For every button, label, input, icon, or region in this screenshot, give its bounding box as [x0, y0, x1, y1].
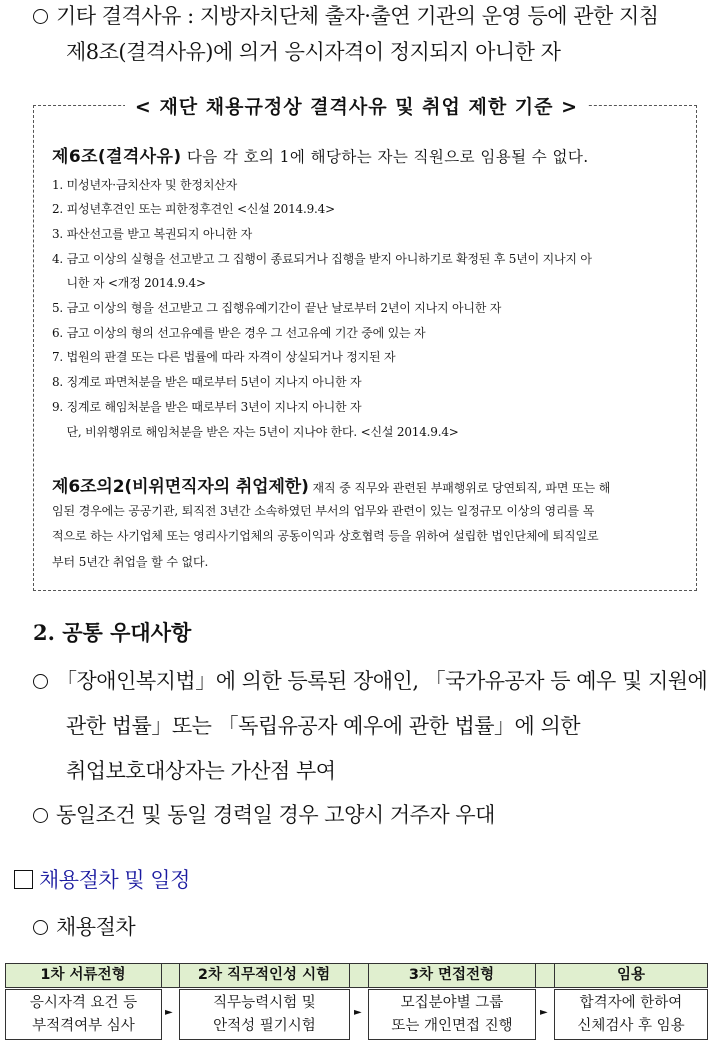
arrow-right-icon: ►: [540, 1007, 548, 1018]
circle-bullet-icon: [33, 9, 48, 24]
process-step-1-desc: 응시자격 요건 등 부적격여부 심사: [5, 989, 162, 1040]
section2-heading: 2. 공통 우대사항: [33, 620, 192, 645]
square-bullet-icon: [14, 870, 33, 889]
article6-heading-line: [52, 147, 589, 167]
process-step-4-title: 임용: [616, 967, 645, 983]
recruitment-heading: 채용절차 및 일정: [14, 866, 190, 894]
article6-item-8: 8. 징계로 파면처분을 받은 때로부터 5년이 지나지 아니한 자: [52, 375, 362, 389]
article6-item-5: 5. 금고 이상의 형을 선고받고 그 집행유예기간이 끝난 날로부터 2년이 지나지 아니한 자: [52, 301, 502, 315]
section2-bullet-1: 「장애인복지법」에 의한 등록된 장애인, 「국가유공자 등 예우 및 지원에: [33, 667, 707, 695]
article6-2-line-3: 적으로 하는 사기업체 또는 영리사기업체의 공동이익과 상호협력 등을 위하여 설립한 법인단체에 퇴직일로: [52, 529, 599, 543]
article6-2-line-4: 부터 5년간 취업을 할 수 없다.: [52, 555, 209, 569]
top-line-2: 제8조(결격사유)에 의거 응시자격이 정지되지 아니한 자: [66, 40, 561, 64]
circle-bullet-icon: [33, 808, 48, 823]
article6-heading: 제6조(결격사유): [52, 147, 182, 167]
article6-item-9-cont: 단, 비위행위로 해임처분을 받은 자는 5년이 지나야 한다. <신설 2014.9.4>: [52, 425, 459, 439]
process-subheading: 채용절차: [33, 913, 135, 941]
article6-item-6: 6. 금고 이상의 형의 선고유예를 받은 경우 그 선고유예 기간 중에 있는 자: [52, 326, 426, 340]
article6-item-2: 2. 피성년후견인 또는 피한정후견인 <신설 2014.9.4>: [52, 202, 335, 216]
section2-bullet-2: 동일조건 및 동일 경력일 경우 고양시 거주자 우대: [33, 801, 495, 829]
top-line-1: 기타 결격사유 : 지방자치단체 출자·출연 기관의 운영 등에 관한 지침: [56, 4, 659, 28]
article6-2-line-1: 제6조의2(비위면직자의 취업제한) 재직 중 직무와 관련된 부패행위로 당연퇴직, 파면 또는 해: [52, 477, 611, 497]
process-step-2-title: 2차 직무적인성 시험: [197, 967, 331, 983]
article6-2-heading: 제6조의2(비위면직자의 취업제한): [52, 477, 309, 497]
process-step-3-desc: 모집분야별 그룹 또는 개인면접 진행: [368, 989, 536, 1040]
circle-bullet-icon: [33, 920, 48, 935]
article6-item-3: 3. 파산선고를 받고 복권되지 아니한 자: [52, 227, 253, 241]
process-step-1-title: 1차 서류전형: [40, 967, 126, 983]
section2-bullet-1-line-3: 취업보호대상자는 가산점 부여: [66, 759, 336, 783]
article6-2-line-2: 임된 경우에는 공공기관, 퇴직전 3년간 소속하였던 부서의 업무와 관련이 있는 일정규모 이상의 영리를 목: [52, 504, 595, 518]
process-step-3-title: 3차 면접전형: [408, 967, 495, 983]
arrow-right-icon: ►: [354, 1007, 362, 1018]
process-table: [5, 963, 708, 1040]
section2-bullet-1-line-2: 관한 법률」또는 「독립유공자 예우에 관한 법률」에 의한: [66, 714, 581, 738]
top-bullet: [33, 2, 659, 30]
article6-item-7: 7. 법원의 판결 또는 다른 법률에 따라 자격이 상실되거나 정지된 자: [52, 350, 396, 364]
article6-item-1: 1. 미성년자·금치산자 및 한정치산자: [52, 178, 237, 192]
article6-intro: 다음 각 호의 1에 해당하는 자는 직원으로 임용될 수 없다.: [181, 148, 589, 166]
process-step-4-desc: 합격자에 한하여 신체검사 후 임용: [554, 989, 708, 1040]
article6-item-4-cont: 니한 자 <개정 2014.9.4>: [52, 276, 206, 290]
process-step-2-desc: 직무능력시험 및 안적성 필기시험: [179, 989, 350, 1040]
arrow-right-icon: ►: [165, 1007, 173, 1018]
article6-item-4: 4. 금고 이상의 실형을 선고받고 그 집행이 종료되거나 집행을 받지 아니하기로 확정된 후 5년이 지나지 아: [52, 252, 592, 266]
circle-bullet-icon: [33, 674, 48, 689]
article6-item-9: 9. 징계로 해임처분을 받은 때로부터 3년이 지나지 아니한 자: [52, 400, 362, 414]
regulation-box-title: < 재단 채용규정상 결격사유 및 취업 제한 기준 >: [0, 95, 713, 119]
